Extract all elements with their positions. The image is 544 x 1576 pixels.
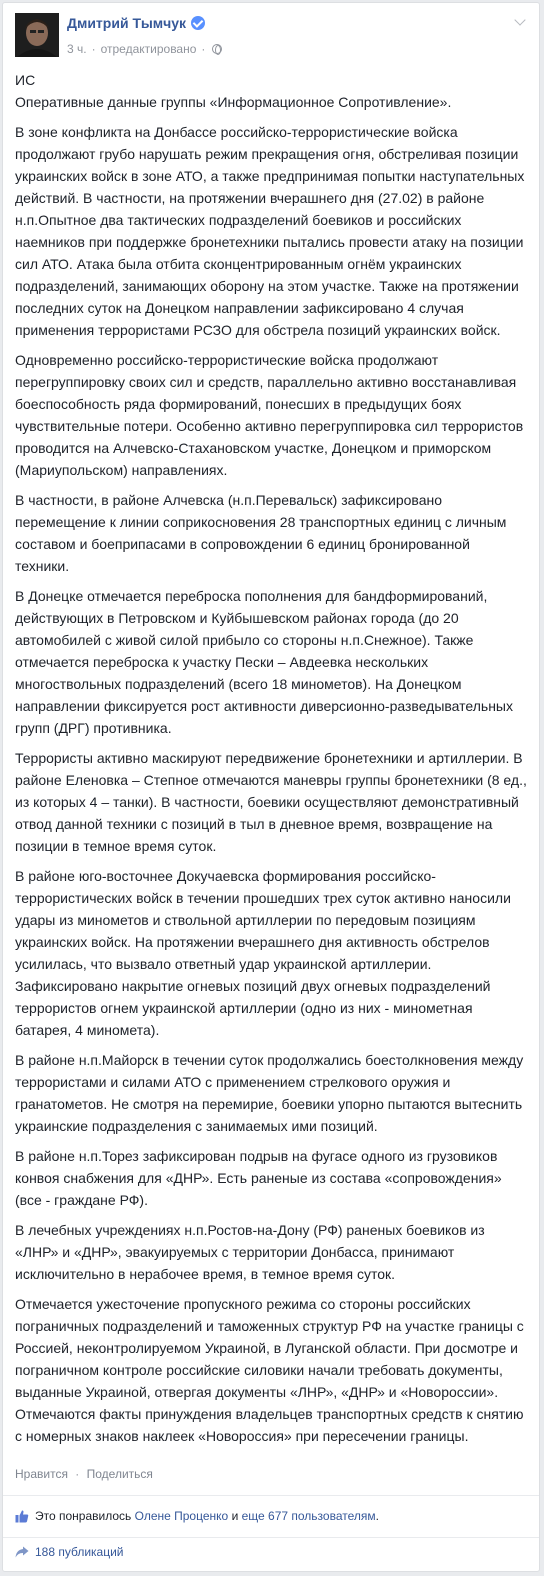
avatar-image (15, 13, 59, 57)
meta-separator: · (91, 42, 96, 56)
share-link[interactable]: Поделиться (86, 1467, 153, 1481)
other-likers-link[interactable]: еще 677 пользователям (241, 1509, 376, 1523)
post-paragraph: В лечебных учреждениях н.п.Ростов-на-Дону (РФ) раненых боевиков из «ЛНР» и «ДНР», эвакуируемых с территории Донбасса, принимают исключительно в нерабочее время, в темное время суток. (15, 1222, 485, 1282)
post-paragraph: Одновременно российско-террористические войска продолжают перегруппировку своих сил и средств, параллельно активно восстанавливая боеспособность ряда формирований, понесших в предыдущих боях чувствительные потери. Особенно активно перегруппировка сил террористов проводится на Алчевско-Стахановском участке, Донецком и приморском (Мариупольском) направлениях. (15, 352, 524, 478)
liker-name-link[interactable]: Олене Проценко (134, 1509, 229, 1523)
post-paragraph: В частности, в районе Алчевска (н.п.Перевальск) зафиксировано перемещение к линии соприкосновения 28 транспортных единиц с личным составом и боеприпасами в сопровождении 6 единиц бронированной техники. (15, 492, 507, 574)
divider (3, 1537, 539, 1538)
verified-badge-icon (191, 16, 205, 30)
share-arrow-icon (15, 1546, 29, 1558)
likes-suffix: . (375, 1509, 379, 1523)
shares-summary (15, 1545, 124, 1559)
edited-label[interactable]: отредактировано (100, 42, 197, 56)
likes-prefix: Это понравилось (35, 1509, 132, 1523)
globe-icon[interactable] (212, 44, 222, 54)
post-paragraph: В Донецке отмечается переброска пополнения для бандформирований, действующих в Петровском и Куйбышевском районах города (до 20 автомобилей с живой силой прибыло со стороны н.п.Снежное). Также отмечается переброска к участку Пески – Авдеевка нескольких многоствольных подразделений (всего 18 минометов). На Донецком направлении фиксируется рост активности диверсионно-разведывательных групп (ДРГ) противника. (15, 588, 513, 736)
post-text (3, 61, 539, 1447)
post-paragraph: В районе н.п.Торез зафиксирован подрыв на фугасе одного из грузовиков конвоя снабжения для «ДНР». Есть раненые из состава «сопровождения» (все - граждане РФ). (15, 1148, 502, 1208)
author-row (67, 15, 205, 31)
post-time[interactable]: 3 ч. (67, 42, 87, 56)
actions-separator: · (75, 1467, 80, 1481)
post-paragraph: В районе юго-восточнее Докучаевска формирования российско-террористических войск в течении прошедших трех суток активно наносили удары из минометов и ствольной артиллерии по передовым позициям украинских войск. На протяжении вчерашнего дня активность обстрелов усилилась, что вызвало ответный удар украинской артиллерии. Зафиксировано накрытие огневых позиций двух огневых подразделений террористов огнем украинской артиллерии (одно из них - минометная батарея, 4 миномета). (15, 868, 511, 1038)
post-card (2, 2, 540, 1572)
post-actions (15, 1467, 153, 1481)
post-paragraph: В зоне конфликта на Донбассе российско-террористические войска продолжают грубо нарушать режим прекращения огня, обстреливая позиции украинских войск в зоне АТО, а также предпринимая попытки наступательных действий. В частности, на протяжении вчерашнего дня (27.02) в районе н.п.Опытное два тактических подразделений боевиков и российских наемников при поддержке бронетехники пытались провести атаку на позиции сил АТО. Атака была отбита сконцентрированным огнём украинских подразделений, занимающих оборону на этом участке. Также на протяжении последних суток на Донецком направлении зафиксировано 4 случая применения террористами РСЗО для обстрела позиций украинских войск. (15, 124, 525, 338)
intro-line-2: Оперативные данные группы «Информационное Сопротивление». (15, 94, 452, 110)
likes-summary (15, 1509, 379, 1523)
post-paragraph: В районе н.п.Майорск в течении суток продолжались боестолкновения между террористами и силами АТО с применением стрелкового оружия и гранатометов. Не смотря на перемирие, боевики упорно пытаются вытеснить украинские подразделения с занимаемых ими позиций. (15, 1052, 524, 1134)
chevron-down-icon[interactable] (513, 15, 527, 29)
avatar[interactable] (15, 13, 59, 57)
post-meta (67, 42, 222, 56)
likes-and: и (231, 1509, 239, 1523)
post-intro (15, 69, 527, 113)
like-link[interactable]: Нравится (15, 1467, 68, 1481)
divider (3, 1495, 539, 1496)
post-paragraph: Террористы активно маскируют передвижение бронетехники и артиллерии. В районе Еленовка – Степное отмечаются маневры группы бронетехники (8 ед., из которых 4 – танки). В частности, боевики осуществляют демонстративный отвод данной техники с позиций в тыл в дневное время, возвращение на позиции в темное время суток. (15, 750, 527, 854)
author-name[interactable]: Дмитрий Тымчук (67, 15, 187, 31)
shares-count-link[interactable]: 188 публикаций (35, 1545, 124, 1559)
thumbs-up-icon (15, 1509, 29, 1523)
meta-separator-2: · (201, 42, 206, 56)
intro-line-1: ИС (15, 72, 36, 88)
post-header (3, 3, 539, 61)
post-paragraph: Отмечается ужесточение пропускного режима со стороны российских пограничных подразделений и таможенных структур РФ на участке границы с Россией, неконтролируемом Украиной, в Луганской области. При досмотре и пограничном контроле российские силовики начали требовать документы, выданные Украиной, отвергая документы «ЛНР», «ДНР» и «Новороссии». Отмечаются факты принуждения владельцев транспортных средств к снятию с номерных знаков наклеек «Новороссия» при пересечении границы. (15, 1296, 524, 1444)
